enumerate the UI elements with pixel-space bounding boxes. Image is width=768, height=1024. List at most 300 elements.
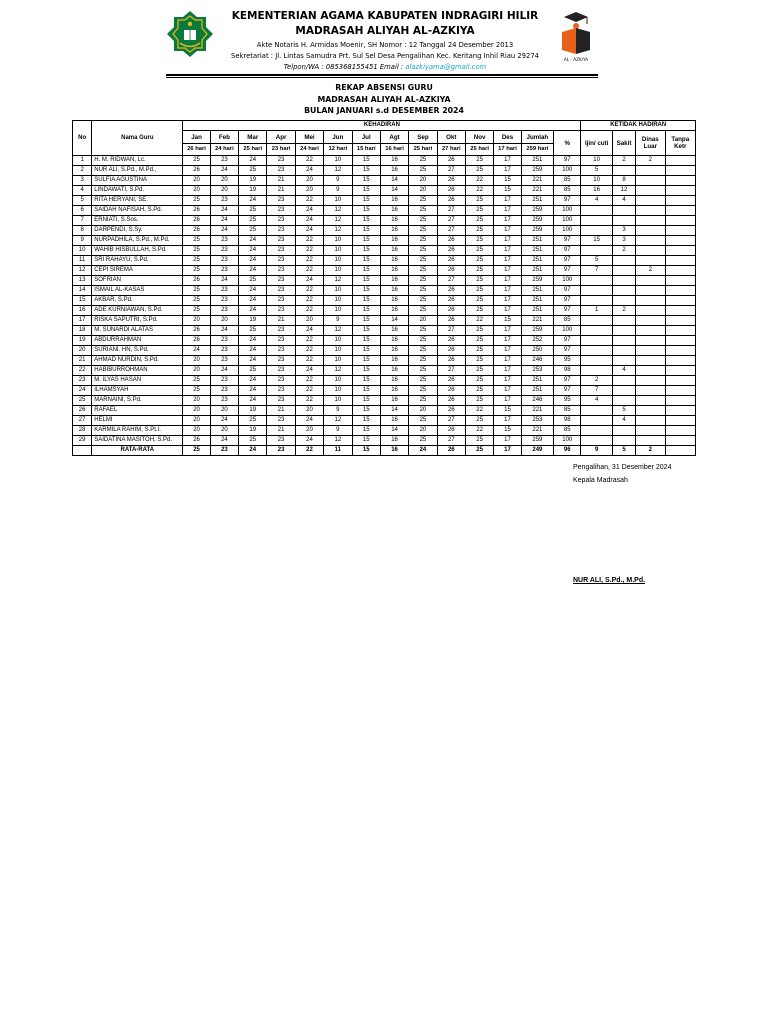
teacher-name: KARMILA RAHIM, S.Pt.I. [92, 426, 183, 436]
month-header: Mar [239, 131, 267, 144]
table-cell: 25 [409, 396, 437, 406]
table-cell: 12 [324, 416, 352, 426]
table-cell [612, 166, 635, 176]
table-cell: 10 [324, 256, 352, 266]
table-cell: 15 [352, 356, 380, 366]
table-cell: 26 [437, 386, 465, 396]
report-school: MADRASAH ALIYAH AL-AZKIYA [317, 95, 451, 104]
table-cell: 251 [521, 306, 553, 316]
table-cell: 20 [295, 186, 323, 196]
table-cell: 24 [210, 416, 238, 426]
table-cell: 2 [612, 246, 635, 256]
table-cell: 25 [183, 296, 210, 306]
table-cell: 23 [267, 356, 295, 366]
table-cell: 26 [437, 296, 465, 306]
table-cell: 4 [581, 396, 612, 406]
table-cell [636, 396, 665, 406]
table-cell: 20 [409, 406, 437, 416]
table-cell: 15 [352, 436, 380, 446]
table-cell: 16 [380, 196, 408, 206]
col-kehadiran: KEHADIRAN [183, 121, 581, 131]
table-cell [612, 386, 635, 396]
table-cell: 3 [612, 236, 635, 246]
table-cell: 2 [612, 156, 635, 166]
table-cell: 25 [465, 156, 493, 166]
table-cell: 25 [183, 196, 210, 206]
col-tanpa-ketr: Tanpa Ketr [665, 131, 695, 156]
report-title: REKAP ABSENSI GURU [335, 83, 433, 92]
table-cell: 25 [465, 196, 493, 206]
table-cell: 14 [380, 426, 408, 436]
table-cell: 25 [409, 366, 437, 376]
row-number: 20 [73, 346, 92, 356]
table-cell: 23 [210, 286, 238, 296]
teacher-name: ILHAMSYAH [92, 386, 183, 396]
table-cell: 97 [554, 386, 581, 396]
month-header: Sep [409, 131, 437, 144]
table-cell: 27 [437, 416, 465, 426]
table-cell: 25 [465, 236, 493, 246]
table-cell: 25 [409, 336, 437, 346]
table-cell: 26 [437, 186, 465, 196]
table-cell: 100 [554, 206, 581, 216]
table-row [73, 156, 696, 166]
table-cell [665, 316, 695, 326]
table-cell: 24 [295, 226, 323, 236]
table-cell: 15 [352, 316, 380, 326]
table-cell: 26 [183, 216, 210, 226]
table-cell: 8 [612, 176, 635, 186]
table-cell: 19 [239, 186, 267, 196]
table-cell: 22 [465, 186, 493, 196]
table-cell: 23 [267, 236, 295, 246]
row-number: 2 [73, 166, 92, 176]
table-cell: 24 [239, 266, 267, 276]
row-number: 6 [73, 206, 92, 216]
days-header: 24 hari [210, 144, 238, 156]
table-cell: 221 [521, 426, 553, 436]
average-cell: 17 [494, 446, 521, 456]
logo-caption: AL - AZKIYA [563, 57, 589, 62]
table-cell: 22 [295, 236, 323, 246]
days-header: 12 hari [324, 144, 352, 156]
table-cell: 14 [380, 186, 408, 196]
table-cell: 251 [521, 246, 553, 256]
table-cell [665, 156, 695, 166]
month-header: Jumlah [521, 131, 553, 144]
table-cell: 97 [554, 236, 581, 246]
table-cell: 20 [210, 186, 238, 196]
average-blank [73, 446, 92, 456]
table-cell: 10 [324, 246, 352, 256]
table-cell: 259 [521, 276, 553, 286]
secretariat-address: Sekretariat : Jl. Lintas Samudra Prt. Sul Sel Desa Pengalihan Kec. Keritang Inhil Riau 29274 [231, 52, 539, 60]
table-cell: 27 [437, 216, 465, 226]
table-cell: 10 [324, 346, 352, 356]
table-cell [581, 336, 612, 346]
row-number: 19 [73, 336, 92, 346]
table-cell: 221 [521, 186, 553, 196]
month-header: Apr [267, 131, 295, 144]
table-row [73, 276, 696, 286]
table-cell: 24 [295, 206, 323, 216]
teacher-name: AHMAD NURDIN, S.Pd. [92, 356, 183, 366]
table-cell: 25 [183, 386, 210, 396]
table-cell: 23 [210, 306, 238, 316]
table-cell [612, 206, 635, 216]
table-cell: 23 [267, 286, 295, 296]
average-cell: 15 [352, 446, 380, 456]
table-cell: 25 [465, 286, 493, 296]
table-cell: 23 [267, 216, 295, 226]
table-cell [612, 436, 635, 446]
table-cell: 251 [521, 196, 553, 206]
table-cell: 20 [295, 406, 323, 416]
table-cell [636, 206, 665, 216]
table-cell: 20 [183, 356, 210, 366]
table-cell: 252 [521, 336, 553, 346]
table-cell: 17 [494, 256, 521, 266]
row-number: 28 [73, 426, 92, 436]
school-name: MADRASAH ALIYAH AL-AZKIYA [295, 25, 475, 37]
table-cell: 23 [267, 436, 295, 446]
table-cell: 10 [324, 306, 352, 316]
table-cell: 24 [239, 256, 267, 266]
table-cell: 100 [554, 276, 581, 286]
table-cell: 16 [380, 376, 408, 386]
table-row [73, 386, 696, 396]
table-cell: 14 [380, 406, 408, 416]
table-cell: 25 [409, 256, 437, 266]
table-cell: 97 [554, 336, 581, 346]
row-number: 8 [73, 226, 92, 236]
table-cell: 24 [239, 306, 267, 316]
table-cell: 26 [437, 346, 465, 356]
table-cell: 27 [437, 276, 465, 286]
col-nama: Nama Guru [92, 121, 183, 156]
table-cell: 25 [465, 416, 493, 426]
table-cell [612, 296, 635, 306]
table-cell: 97 [554, 196, 581, 206]
table-cell: 97 [554, 286, 581, 296]
table-cell: 26 [437, 236, 465, 246]
table-cell: 25 [465, 226, 493, 236]
table-cell: 23 [267, 296, 295, 306]
table-cell: 23 [267, 386, 295, 396]
table-cell: 25 [409, 306, 437, 316]
table-cell [581, 326, 612, 336]
table-cell: 15 [352, 386, 380, 396]
table-cell: 7 [581, 386, 612, 396]
table-cell: 23 [210, 256, 238, 266]
table-cell: 20 [183, 176, 210, 186]
table-cell: 12 [324, 216, 352, 226]
table-cell: 22 [295, 246, 323, 256]
table-cell: 25 [409, 196, 437, 206]
teacher-name: SURIANI. HN, S.Pd. [92, 346, 183, 356]
table-cell: 15 [494, 406, 521, 416]
table-row [73, 196, 696, 206]
table-cell: 22 [295, 196, 323, 206]
table-cell: 10 [324, 286, 352, 296]
table-cell [665, 386, 695, 396]
table-cell: 25 [183, 256, 210, 266]
table-cell: 85 [554, 406, 581, 416]
teacher-name: WAHIB HISBULLAH, S.Pd. [92, 246, 183, 256]
table-cell: 20 [210, 426, 238, 436]
average-cell: 24 [239, 446, 267, 456]
table-cell [612, 326, 635, 336]
table-cell: 22 [295, 286, 323, 296]
table-cell: 23 [267, 256, 295, 266]
table-cell [665, 266, 695, 276]
table-cell: 25 [465, 376, 493, 386]
table-cell: 16 [380, 246, 408, 256]
contact-line [210, 63, 560, 71]
table-row [73, 346, 696, 356]
teacher-name: CEPI SIREMA [92, 266, 183, 276]
row-number: 29 [73, 436, 92, 446]
table-cell: 23 [267, 266, 295, 276]
table-cell [636, 296, 665, 306]
table-cell: 85 [554, 186, 581, 196]
table-cell: 17 [494, 386, 521, 396]
table-cell: 21 [267, 316, 295, 326]
table-cell: 25 [239, 226, 267, 236]
days-header: 25 hari [239, 144, 267, 156]
table-cell: 25 [409, 236, 437, 246]
table-cell [636, 216, 665, 226]
table-cell: 16 [380, 216, 408, 226]
table-row [73, 296, 696, 306]
row-number: 15 [73, 296, 92, 306]
table-cell [612, 426, 635, 436]
table-cell: 22 [295, 376, 323, 386]
email-link[interactable]: alazkiyama@gmail.com [405, 63, 487, 71]
table-cell: 25 [409, 436, 437, 446]
month-header: Feb [210, 131, 238, 144]
table-cell: 27 [437, 226, 465, 236]
table-cell: 9 [324, 426, 352, 436]
table-cell: 27 [437, 366, 465, 376]
average-cell: 23 [210, 446, 238, 456]
table-cell: 85 [554, 426, 581, 436]
table-cell: 25 [409, 416, 437, 426]
table-cell: 21 [267, 426, 295, 436]
table-cell: 5 [612, 406, 635, 416]
table-cell [636, 236, 665, 246]
table-cell: 251 [521, 376, 553, 386]
average-cell: 23 [267, 446, 295, 456]
row-number: 27 [73, 416, 92, 426]
table-cell: 21 [267, 406, 295, 416]
table-cell: 24 [295, 166, 323, 176]
row-number: 3 [73, 176, 92, 186]
table-cell: 100 [554, 216, 581, 226]
table-cell: 23 [267, 416, 295, 426]
table-cell [665, 406, 695, 416]
table-cell: 25 [239, 166, 267, 176]
table-cell: 17 [494, 346, 521, 356]
table-cell: 10 [324, 266, 352, 276]
table-cell: 10 [324, 396, 352, 406]
table-cell: 15 [352, 416, 380, 426]
table-cell [636, 426, 665, 436]
table-cell: 16 [380, 276, 408, 286]
table-cell: 20 [409, 176, 437, 186]
row-number: 17 [73, 316, 92, 326]
table-cell: 12 [324, 436, 352, 446]
table-cell: 22 [465, 426, 493, 436]
teacher-name: M. ILYAS HASAN [92, 376, 183, 386]
row-number: 11 [73, 256, 92, 266]
table-cell: 23 [210, 236, 238, 246]
table-row [73, 186, 696, 196]
table-row [73, 256, 696, 266]
table-cell: 9 [324, 316, 352, 326]
table-cell: 17 [494, 306, 521, 316]
table-cell [636, 286, 665, 296]
table-cell: 15 [352, 366, 380, 376]
table-cell: 20 [183, 416, 210, 426]
table-cell: 26 [437, 396, 465, 406]
table-cell: 20 [183, 366, 210, 376]
table-row [73, 216, 696, 226]
table-cell: 259 [521, 436, 553, 446]
teacher-name: NUR ALI, S.Pd., M.Pd., [92, 166, 183, 176]
teacher-name: H. M. RIDWAN, Lc. [92, 156, 183, 166]
table-cell: 24 [210, 276, 238, 286]
table-cell: 25 [465, 296, 493, 306]
table-cell [612, 266, 635, 276]
table-cell: 16 [380, 336, 408, 346]
table-cell: 25 [239, 366, 267, 376]
table-cell: 98 [554, 366, 581, 376]
table-cell: 15 [352, 266, 380, 276]
table-cell: 25 [409, 156, 437, 166]
table-cell [665, 416, 695, 426]
table-cell: 25 [465, 266, 493, 276]
table-cell: 100 [554, 436, 581, 446]
teacher-name: RISKA SAPUTRI, S.Pd. [92, 316, 183, 326]
table-cell: 16 [380, 396, 408, 406]
table-cell: 23 [267, 336, 295, 346]
table-cell: 16 [380, 256, 408, 266]
table-cell: 24 [239, 346, 267, 356]
table-cell: 246 [521, 356, 553, 366]
table-cell: 23 [267, 326, 295, 336]
table-cell: 16 [380, 366, 408, 376]
table-cell: 22 [295, 346, 323, 356]
table-cell [581, 356, 612, 366]
table-cell [581, 436, 612, 446]
table-cell [636, 366, 665, 376]
table-cell: 12 [324, 276, 352, 286]
table-row [73, 316, 696, 326]
table-cell: 10 [581, 156, 612, 166]
table-cell: 9 [324, 176, 352, 186]
table-cell: 20 [210, 406, 238, 416]
table-cell: 24 [239, 236, 267, 246]
table-cell: 26 [183, 336, 210, 346]
table-cell [636, 316, 665, 326]
teacher-name: SAIDATINA MASITOH, S.Pd. [92, 436, 183, 446]
month-header: Des [494, 131, 521, 144]
table-cell: 19 [239, 406, 267, 416]
average-cell: 22 [295, 446, 323, 456]
table-cell [612, 356, 635, 366]
average-cell: 249 [521, 446, 553, 456]
table-row [73, 436, 696, 446]
table-cell: 23 [267, 396, 295, 406]
table-cell [581, 366, 612, 376]
table-cell: 85 [554, 176, 581, 186]
col-no: No [73, 121, 92, 156]
table-cell [581, 286, 612, 296]
table-cell: 22 [295, 356, 323, 366]
table-cell: 20 [409, 186, 437, 196]
table-cell: 95 [554, 396, 581, 406]
table-cell: 2 [636, 156, 665, 166]
table-cell: 23 [267, 226, 295, 236]
table-cell: 20 [183, 406, 210, 416]
table-cell: 25 [409, 226, 437, 236]
table-cell [612, 336, 635, 346]
table-cell: 97 [554, 306, 581, 316]
table-cell: 250 [521, 346, 553, 356]
table-cell: 15 [352, 396, 380, 406]
table-cell: 251 [521, 156, 553, 166]
table-cell: 26 [183, 326, 210, 336]
table-cell: 24 [210, 326, 238, 336]
table-cell: 17 [494, 356, 521, 366]
table-cell [665, 236, 695, 246]
table-cell: 22 [295, 256, 323, 266]
table-cell: 17 [494, 266, 521, 276]
table-row [73, 366, 696, 376]
table-cell: 17 [494, 216, 521, 226]
table-cell: 15 [352, 176, 380, 186]
table-cell: 24 [239, 336, 267, 346]
table-cell: 25 [239, 206, 267, 216]
table-cell: 25 [239, 216, 267, 226]
table-cell: 25 [409, 296, 437, 306]
table-cell [581, 426, 612, 436]
table-cell: 22 [295, 306, 323, 316]
table-cell: 17 [494, 196, 521, 206]
table-cell: 17 [494, 226, 521, 236]
table-cell [665, 356, 695, 366]
table-cell [612, 216, 635, 226]
table-cell: 15 [352, 326, 380, 336]
table-cell: 24 [295, 416, 323, 426]
table-cell: 17 [494, 286, 521, 296]
teacher-name: HABIBURROHMAN [92, 366, 183, 376]
table-cell [665, 396, 695, 406]
table-cell: 17 [494, 236, 521, 246]
table-cell: 23 [210, 156, 238, 166]
table-cell: 15 [352, 256, 380, 266]
table-cell: 25 [409, 276, 437, 286]
table-row [73, 246, 696, 256]
table-cell [581, 276, 612, 286]
table-cell [581, 406, 612, 416]
table-cell: 16 [380, 356, 408, 366]
kemenag-logo [166, 10, 214, 58]
table-cell [636, 346, 665, 356]
table-row [73, 286, 696, 296]
table-cell: 22 [465, 316, 493, 326]
